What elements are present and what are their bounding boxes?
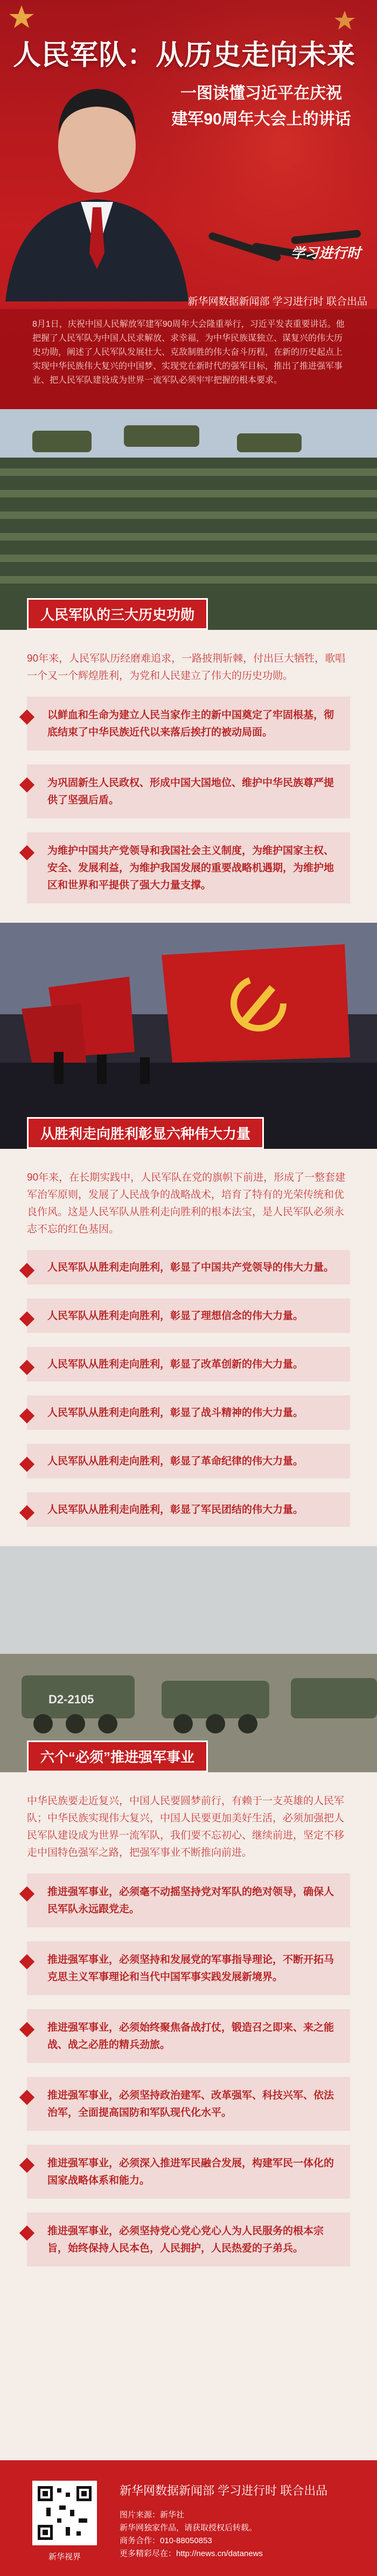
section1-label: 人民军队的三大历史功勋 xyxy=(27,598,208,630)
qr-caption: 新华视界 xyxy=(48,2552,81,2561)
list-item: 推进强军事业，必须坚持政治建军、改革强军、科技兴军、依法治军，全面提高国防和军队现代化水平。 xyxy=(27,2077,350,2131)
subtitle-line: 建军90周年大会上的讲话 xyxy=(171,110,351,128)
footer-title: 新华网数据新闻部 学习进行时 联合出品 xyxy=(120,2484,328,2497)
list-item: 人民军队从胜利走向胜利，彰显了理想信念的伟大力量。 xyxy=(27,1298,350,1333)
list-item: 人民军队从胜利走向胜利，彰显了中国共产党领导的伟大力量。 xyxy=(27,1250,350,1285)
list-item: 为巩固新生人民政权、形成中国大国地位、维护中华民族尊严提供了坚强后盾。 xyxy=(27,764,350,818)
list-item: 推进强军事业，必须始终聚焦备战打仗，锻造召之即来、来之能战、战之必胜的精兵劲旅。 xyxy=(27,2009,350,2063)
header-credit: 新华网数据新闻部 学习进行时 联合出品 xyxy=(187,296,367,307)
footer-line: 商务合作：010-88050853 xyxy=(120,2536,212,2545)
vehicle-number: D2-2105 xyxy=(48,1693,94,1706)
footer-info xyxy=(120,2509,263,2560)
section1-body xyxy=(0,630,377,923)
subtitle-line: 一图读懂习近平在庆祝 xyxy=(180,85,342,102)
section1-photo xyxy=(0,409,377,630)
list-item: 为维护中国共产党领导和我国社会主义制度，为维护国家主权、安全、发展利益，为维护我国发展的重要战略机遇期，为维护地区和世界和平提供了强大力量支撑。 xyxy=(27,832,350,903)
page-title: 人民军队：从历史走向未来 xyxy=(13,40,356,71)
section3-paragraph: 中华民族要走近复兴，中国人民要圆梦前行，有赖于一支英雄的人民军队；中华民族实现伟大复兴，中国人民要更加美好生活，必须加强把人民军队建设成为世界一流军队，我们要不忘初心、继续前进，坚定不移走中国特色强军之路，把强军事业不断推向前进。 xyxy=(27,1795,345,1858)
section2-paragraph: 90年来，在长期实践中，人民军队在党的旗帜下前进，形成了一整套建军治军原则，发展了人民战争的战略战术，培育了特有的光荣传统和优良作风。这是人民军队从胜利走向胜利的根本法宝，是人民军队必须永志不忘的红色基因。 xyxy=(27,1172,346,1235)
list-item: 推进强军事业，必须坚持党心党心党心人为人民服务的根本宗旨，始终保持人民本色，人民拥护，人民热爱的子弟兵。 xyxy=(27,2213,350,2266)
troops-parade-image xyxy=(0,409,377,630)
footer xyxy=(0,2460,377,2576)
list-item: 推进强军事业，必须毫不动摇坚持党对军队的绝对领导，确保人民军队永远跟党走。 xyxy=(27,1873,350,1927)
section3-body xyxy=(0,1772,377,2286)
list-item: 以鲜血和生命为建立人民当家作主的新中国奠定了牢固根基，彻底结束了中华民族近代以来落后挨打的被动局面。 xyxy=(27,697,350,750)
section2-photo xyxy=(0,923,377,1149)
flags-image xyxy=(0,923,377,1149)
qr-code[interactable] xyxy=(32,2481,97,2545)
list-item: 人民军队从胜利走向胜利，彰显了军民团结的伟大力量。 xyxy=(27,1492,350,1527)
page-subtitle xyxy=(156,81,366,132)
section3-photo xyxy=(0,1546,377,1772)
list-item: 人民军队从胜利走向胜利，彰显了革命纪律的伟大力量。 xyxy=(27,1444,350,1478)
list-item: 人民军队从胜利走向胜利，彰显了改革创新的伟大力量。 xyxy=(27,1347,350,1381)
section1-paragraph: 90年来，人民军队历经磨难追求，一路披荆斩棘，付出巨大牺牲，歌唱一个又一个辉煌胜利，为党和人民建立了伟大的历史功勋。 xyxy=(27,653,346,682)
section3-label: 六个“必须”推进强军事业 xyxy=(27,1740,208,1772)
list-item: 推进强军事业，必须坚持和发展党的军事指导理论，不断开拓马克思主义军事理论和当代中国军事实践发展新境界。 xyxy=(27,1941,350,1995)
footer-line: 图片来源：新华社 xyxy=(120,2510,185,2519)
column-logo: 学习进行时 xyxy=(290,245,361,261)
intro-text: 8月1日，庆祝中国人民解放军建军90周年大会隆重举行，习近平发表重要讲话。他把握了人民军队为中国人民求解放、求幸福，为中华民族谋独立、谋复兴的伟大历史功勋，阐述了人民军队发展壮大、克敌制胜的伟大奋斗历程，在新的历史起点上实现中华民族伟大复兴的中国梦、实现党在新时代的强军目标，推出了推进强军事业、把人民军队建设成为世界一流军队必须牢牢把握的根本要求。 xyxy=(32,320,345,385)
armored-vehicles-image xyxy=(0,1546,377,1772)
footer-line: 新华网独家作品，请获取授权后转载。 xyxy=(120,2523,257,2532)
qr-code-icon xyxy=(36,2484,94,2542)
section2-label: 从胜利走向胜利彰显六种伟大力量 xyxy=(27,1117,264,1149)
section2-body xyxy=(0,1149,377,1546)
header-banner xyxy=(0,0,377,409)
footer-link[interactable]: 更多精彩尽在：http://news.cn/datanews xyxy=(120,2549,263,2558)
list-item: 推进强军事业，必须深入推进军民融合发展，构建军民一体化的国家战略体系和能力。 xyxy=(27,2145,350,2199)
list-item: 人民军队从胜利走向胜利，彰显了战斗精神的伟大力量。 xyxy=(27,1395,350,1430)
